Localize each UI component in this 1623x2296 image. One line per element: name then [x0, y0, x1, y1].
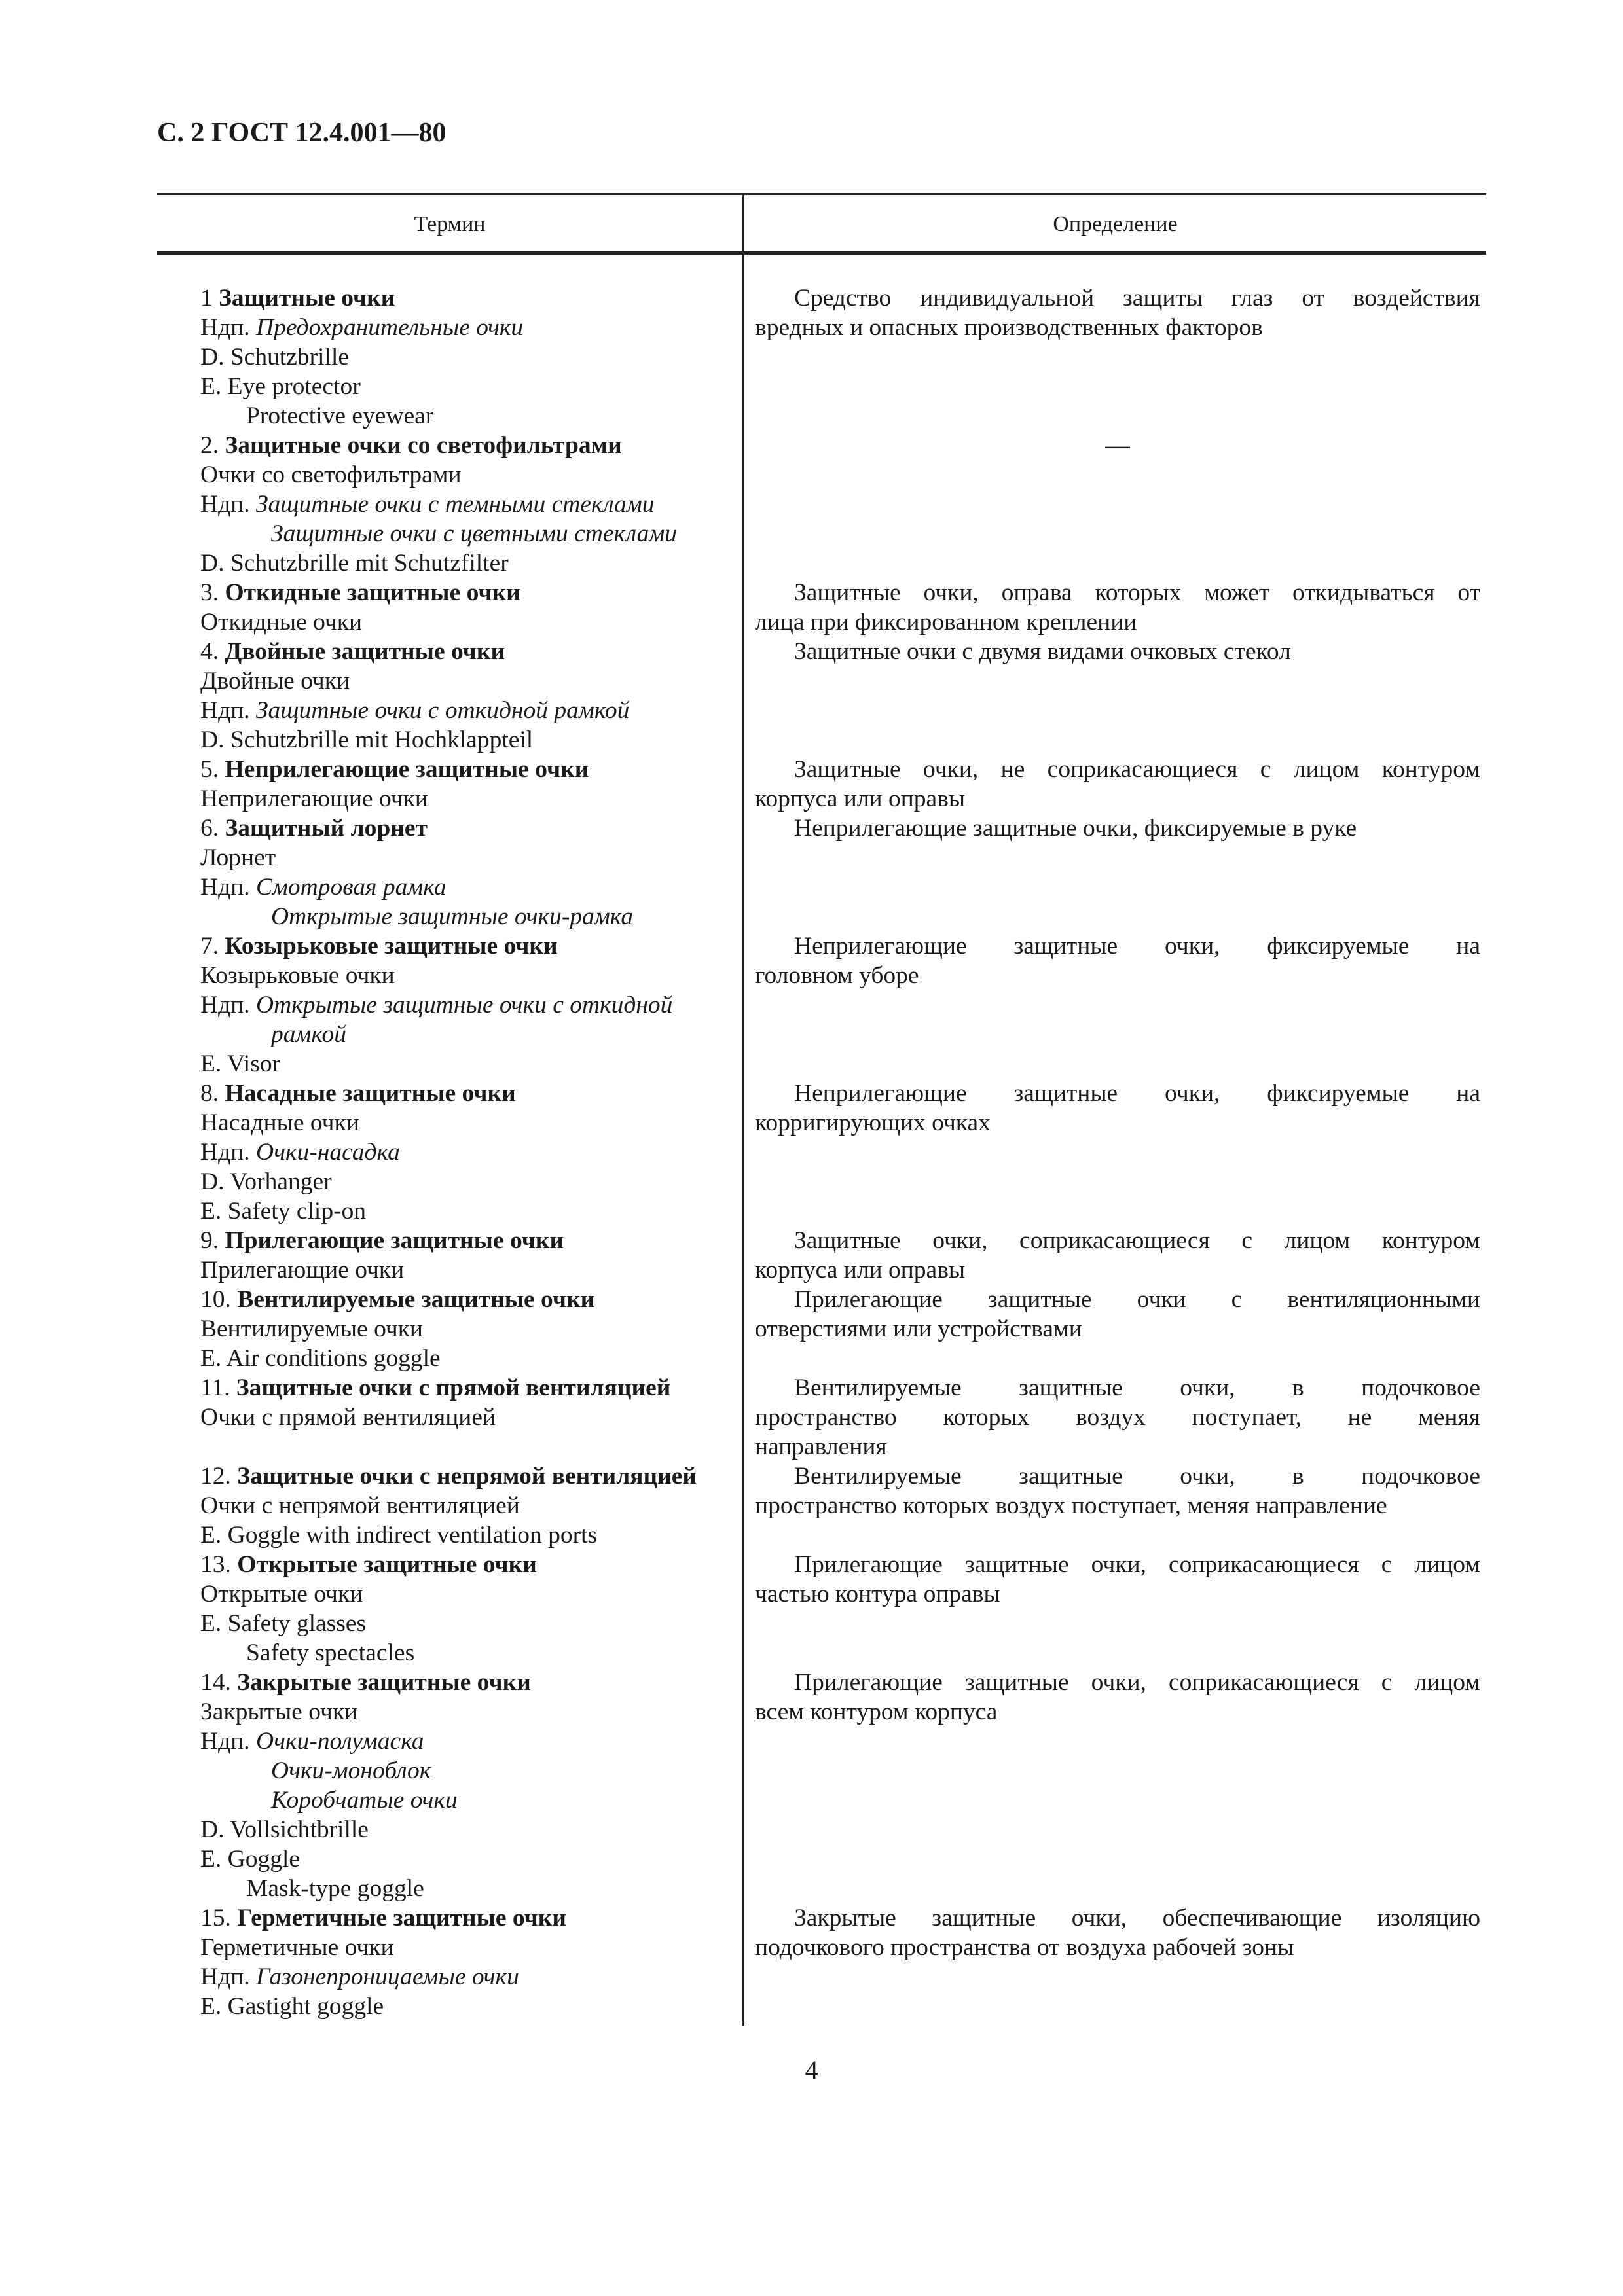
term-entry — [200, 755, 737, 814]
terms-column — [200, 283, 737, 2021]
definition-line — [755, 1049, 1480, 1079]
term-text: Лорнет — [200, 844, 276, 871]
term-text: E. Safety glasses — [200, 1610, 367, 1637]
term-text: Насадные очки — [200, 1109, 359, 1136]
term-line — [200, 1167, 737, 1196]
term-line — [200, 1815, 737, 1844]
term-text: Ндп. — [200, 874, 256, 901]
definition-line — [755, 1874, 1480, 1903]
definition-entry — [755, 431, 1480, 578]
term-name: Насадные защитные очки — [225, 1080, 516, 1107]
term-name: Открытые защитные очки — [237, 1551, 537, 1578]
deprecated-term: Открытые защитные очки с откидной — [255, 992, 673, 1018]
definition-line: вредных и опасных производственных факторов — [755, 314, 1263, 341]
deprecated-term: Открытые защитные очки-рамка — [271, 903, 634, 930]
term-line — [200, 1403, 737, 1432]
term-entry — [200, 1226, 737, 1285]
definition-line — [755, 1609, 1480, 1638]
term-line — [200, 1933, 737, 1962]
term-entry — [200, 1550, 737, 1668]
definition-line — [755, 1815, 1480, 1844]
term-line — [200, 1992, 737, 2021]
definition-line — [755, 1344, 1480, 1373]
definition-line — [755, 519, 1480, 548]
term-text: Неприлегающие очки — [200, 785, 428, 812]
definition-line: Вентилируемые защитные очки, в подочковое — [794, 1463, 1480, 1490]
definition-line: головном уборе — [755, 962, 919, 989]
term-text: 8. — [200, 1080, 225, 1107]
definition-dash: — — [1105, 432, 1130, 459]
term-text: 12. — [200, 1463, 238, 1490]
term-text: Ндп. — [200, 992, 256, 1018]
term-text: E. Goggle — [200, 1846, 301, 1873]
definition-entry — [755, 931, 1480, 1079]
definition-line: Закрытые защитные очки, обеспечивающие изоляцию — [794, 1905, 1480, 1931]
term-text: D. Vollsichtbrille — [200, 1816, 369, 1843]
term-line — [200, 1756, 737, 1785]
term-line — [200, 990, 737, 1020]
term-line — [200, 961, 737, 990]
definition-line — [755, 548, 1480, 578]
definition-entry — [755, 637, 1480, 755]
term-text: Очки с прямой вентиляцией — [200, 1404, 496, 1431]
definition-line: направления — [755, 1433, 887, 1460]
term-entry — [200, 431, 737, 578]
term-text: 4. — [200, 638, 225, 665]
definition-line: лица при фиксированном креплении — [755, 609, 1137, 636]
term-line — [200, 1697, 737, 1727]
term-text: 10. — [200, 1286, 238, 1313]
term-text: 6. — [200, 815, 225, 842]
definition-line: корпуса или оправы — [755, 1257, 966, 1283]
term-entry — [200, 1668, 737, 1903]
term-entry — [200, 1285, 737, 1373]
term-line — [200, 283, 737, 313]
definition-line: Вентилируемые защитные очки, в подочковое — [794, 1374, 1480, 1401]
term-text: 15. — [200, 1905, 238, 1931]
term-text: 11. — [200, 1374, 236, 1401]
term-line — [200, 1226, 737, 1255]
term-line — [200, 931, 737, 961]
term-text: Откидные очки — [200, 609, 363, 636]
term-line — [200, 1255, 737, 1285]
page-header: С. 2 ГОСТ 12.4.001—80 — [157, 118, 447, 148]
definition-line: пространство которых воздух поступает, меняя направление — [755, 1492, 1387, 1519]
term-name: Неприлегающие защитные очки — [225, 756, 589, 783]
term-name: Вентилируемые защитные очки — [237, 1286, 595, 1313]
column-divider — [742, 193, 744, 2026]
definition-line — [755, 460, 1480, 490]
term-entry — [200, 1373, 737, 1462]
term-line — [200, 1668, 737, 1697]
definition-entry — [755, 814, 1480, 931]
definition-line — [755, 1196, 1480, 1226]
definition-entry — [755, 578, 1480, 637]
deprecated-term: Защитные очки с темными стеклами — [255, 491, 655, 518]
term-line — [200, 431, 737, 460]
definition-line — [755, 666, 1480, 696]
definition-line: Прилегающие защитные очки, соприкасающиеся с лицом — [794, 1551, 1480, 1578]
definition-entry — [755, 1226, 1480, 1285]
term-text: Ндп. — [200, 697, 256, 724]
term-text: E. Visor — [200, 1050, 281, 1077]
term-line — [200, 519, 737, 548]
definition-line — [755, 1785, 1480, 1815]
definition-line — [755, 696, 1480, 725]
term-entry — [200, 283, 737, 431]
definition-line: Защитные очки, соприкасающиеся с лицом контуром — [794, 1227, 1480, 1254]
term-line — [200, 902, 737, 931]
term-line — [200, 666, 737, 696]
term-line — [200, 843, 737, 872]
term-text: Прилегающие очки — [200, 1257, 405, 1283]
term-name: Откидные защитные очки — [225, 579, 520, 606]
definition-line: Защитные очки, не соприкасающиеся с лицом контуром — [794, 756, 1480, 783]
definition-line — [755, 490, 1480, 519]
term-text: Ндп. — [200, 1728, 256, 1755]
term-line — [200, 1609, 737, 1638]
term-text: E. Eye protector — [200, 373, 361, 400]
definition-line: Прилегающие защитные очки, соприкасающиеся с лицом — [794, 1669, 1480, 1696]
term-text: E. Gastight goggle — [200, 1993, 384, 2020]
term-line — [200, 1638, 737, 1668]
term-text: E. Goggle with indirect ventilation ports — [200, 1522, 598, 1549]
definition-line — [755, 401, 1480, 431]
term-name: Прилегающие защитные очки — [225, 1227, 564, 1254]
definition-line — [755, 1020, 1480, 1049]
definition-line — [755, 843, 1480, 872]
definition-entry — [755, 1550, 1480, 1668]
term-line — [200, 814, 737, 843]
term-line — [200, 1314, 737, 1344]
definition-line — [755, 1520, 1480, 1550]
term-line — [200, 1785, 737, 1815]
definition-line — [755, 342, 1480, 372]
definition-line: подочкового пространства от воздуха рабочей зоны — [755, 1934, 1294, 1961]
term-text: 1 — [200, 285, 219, 312]
term-name: Двойные защитные очки — [225, 638, 505, 665]
definition-line — [755, 1167, 1480, 1196]
term-text: Очки со светофильтрами — [200, 461, 462, 488]
term-text: Козырьковые очки — [200, 962, 395, 989]
term-text: 5. — [200, 756, 225, 783]
term-text: 13. — [200, 1551, 238, 1578]
definition-entry — [755, 1462, 1480, 1550]
definition-line — [755, 725, 1480, 755]
definition-line: пространство которых воздух поступает, не меняя — [755, 1404, 1480, 1431]
deprecated-term: Очки-моноблок — [271, 1757, 431, 1784]
column-header-term: Термин — [414, 212, 486, 236]
term-text: D. Vorhanger — [200, 1168, 332, 1195]
definition-line: всем контуром корпуса — [755, 1698, 998, 1725]
definition-entry — [755, 1285, 1480, 1373]
term-text: 2. — [200, 432, 225, 459]
term-name: Защитные очки с прямой вентиляцией — [236, 1374, 671, 1401]
deprecated-term: Защитные очки с откидной рамкой — [255, 697, 630, 724]
definition-line — [755, 1844, 1480, 1874]
term-line — [200, 607, 737, 637]
term-line — [200, 490, 737, 519]
term-line — [200, 784, 737, 814]
definition-line — [755, 902, 1480, 931]
page-number: 4 — [805, 2055, 818, 2085]
column-header-definition: Определение — [1053, 212, 1178, 236]
term-entry — [200, 1079, 737, 1226]
term-text: Ндп. — [200, 491, 256, 518]
term-line — [200, 637, 737, 666]
term-entry — [200, 814, 737, 931]
deprecated-term: Предохранительные очки — [255, 314, 524, 341]
term-line — [200, 1520, 737, 1550]
term-text: E. Safety clip-on — [200, 1198, 367, 1225]
term-name: Козырьковые защитные очки — [225, 933, 558, 960]
term-line — [200, 313, 737, 342]
definition-line: Неприлегающие защитные очки, фиксируемые в руке — [794, 815, 1357, 842]
term-text: 3. — [200, 579, 225, 606]
term-line — [200, 1373, 737, 1403]
term-text: D. Schutzbrille mit Schutzfilter — [200, 550, 509, 577]
term-entry — [200, 1462, 737, 1550]
term-line — [200, 1579, 737, 1609]
term-text: Protective eyewear — [246, 403, 434, 429]
term-text: D. Schutzbrille — [200, 344, 350, 370]
deprecated-term: Очки-насадка — [255, 1139, 400, 1166]
definition-entry — [755, 283, 1480, 431]
definition-line — [755, 1756, 1480, 1785]
definition-line: корригирующих очках — [755, 1109, 991, 1136]
term-entry — [200, 637, 737, 755]
term-line — [200, 1462, 737, 1491]
term-line — [200, 1903, 737, 1933]
term-name: Закрытые защитные очки — [237, 1669, 531, 1696]
term-line — [200, 1138, 737, 1167]
term-entry — [200, 931, 737, 1079]
term-entry — [200, 1903, 737, 2021]
term-text: 9. — [200, 1227, 225, 1254]
term-line — [200, 1020, 737, 1049]
term-line — [200, 372, 737, 401]
term-text: D. Schutzbrille mit Hochklappteil — [200, 726, 534, 753]
term-entry — [200, 578, 737, 637]
term-text: Ндп. — [200, 314, 256, 341]
definition-line — [755, 1638, 1480, 1668]
term-text: Открытые очки — [200, 1581, 363, 1607]
term-text: Закрытые очки — [200, 1698, 358, 1725]
term-line — [200, 1962, 737, 1992]
term-line — [200, 578, 737, 607]
deprecated-term: рамкой — [271, 1021, 347, 1048]
definition-line — [755, 1992, 1480, 2021]
deprecated-term: Смотровая рамка — [255, 874, 447, 901]
definition-line: Средство индивидуальной защиты глаз от воздействия — [794, 285, 1480, 312]
definitions-column — [755, 283, 1480, 2021]
term-text: Двойные очки — [200, 668, 350, 694]
term-line — [200, 342, 737, 372]
term-line — [200, 1079, 737, 1108]
definition-entry — [755, 755, 1480, 814]
term-line — [200, 1874, 737, 1903]
term-line — [200, 1550, 737, 1579]
term-line — [200, 696, 737, 725]
definition-line — [755, 872, 1480, 902]
definition-line: Прилегающие защитные очки с вентиляционными — [794, 1286, 1480, 1313]
term-name: Защитный лорнет — [225, 815, 428, 842]
definition-line: Неприлегающие защитные очки, фиксируемые на — [794, 1080, 1480, 1107]
definition-line: отверстиями или устройствами — [755, 1316, 1082, 1342]
term-text: Safety spectacles — [246, 1640, 415, 1666]
definition-entry — [755, 1903, 1480, 2021]
term-name: Защитные очки с непрямой вентиляцией — [237, 1463, 697, 1490]
term-name: Защитные очки — [219, 285, 395, 312]
term-name: Защитные очки со светофильтрами — [225, 432, 622, 459]
term-line — [200, 1727, 737, 1756]
definition-line — [755, 1138, 1480, 1167]
deprecated-term: Газонепроницаемые очки — [255, 1964, 519, 1990]
term-text: Герметичные очки — [200, 1934, 394, 1961]
term-line — [200, 1285, 737, 1314]
term-text: E. Air conditions goggle — [200, 1345, 441, 1372]
definition-line: Защитные очки, оправа которых может откидываться от — [794, 579, 1480, 606]
term-text: 14. — [200, 1669, 238, 1696]
definition-line — [755, 372, 1480, 401]
term-line — [200, 548, 737, 578]
term-line — [200, 1844, 737, 1874]
term-line — [200, 755, 737, 784]
term-line — [200, 1344, 737, 1373]
definition-line — [755, 990, 1480, 1020]
table-header-rule — [157, 251, 1486, 255]
term-line — [200, 1432, 737, 1462]
term-name: Герметичные защитные очки — [237, 1905, 567, 1931]
term-line — [200, 1108, 737, 1138]
definition-line — [755, 1962, 1480, 1992]
deprecated-term: Коробчатые очки — [271, 1787, 458, 1814]
definition-line — [755, 1727, 1480, 1756]
term-line — [200, 401, 737, 431]
term-text: Ндп. — [200, 1139, 256, 1166]
term-text: Вентилируемые очки — [200, 1316, 423, 1342]
definition-entry — [755, 1668, 1480, 1903]
definition-line: Неприлегающие защитные очки, фиксируемые на — [794, 933, 1480, 960]
term-line — [200, 1049, 737, 1079]
term-line — [200, 725, 737, 755]
definition-line: корпуса или оправы — [755, 785, 966, 812]
term-text: 7. — [200, 933, 225, 960]
definition-line: частью контура оправы — [755, 1581, 1000, 1607]
term-line — [200, 1491, 737, 1520]
term-text: Mask-type goggle — [246, 1875, 424, 1902]
definition-line: Защитные очки с двумя видами очковых стекол — [794, 638, 1291, 665]
deprecated-term: Очки-полумаска — [255, 1728, 424, 1755]
term-line — [200, 460, 737, 490]
definition-entry — [755, 1079, 1480, 1226]
deprecated-term: Защитные очки с цветными стеклами — [271, 520, 678, 547]
term-line — [200, 1196, 737, 1226]
term-text: Ндп. — [200, 1964, 256, 1990]
term-line — [200, 872, 737, 902]
table-top-rule — [157, 193, 1486, 195]
term-text: Очки с непрямой вентиляцией — [200, 1492, 520, 1519]
definition-entry — [755, 1373, 1480, 1462]
